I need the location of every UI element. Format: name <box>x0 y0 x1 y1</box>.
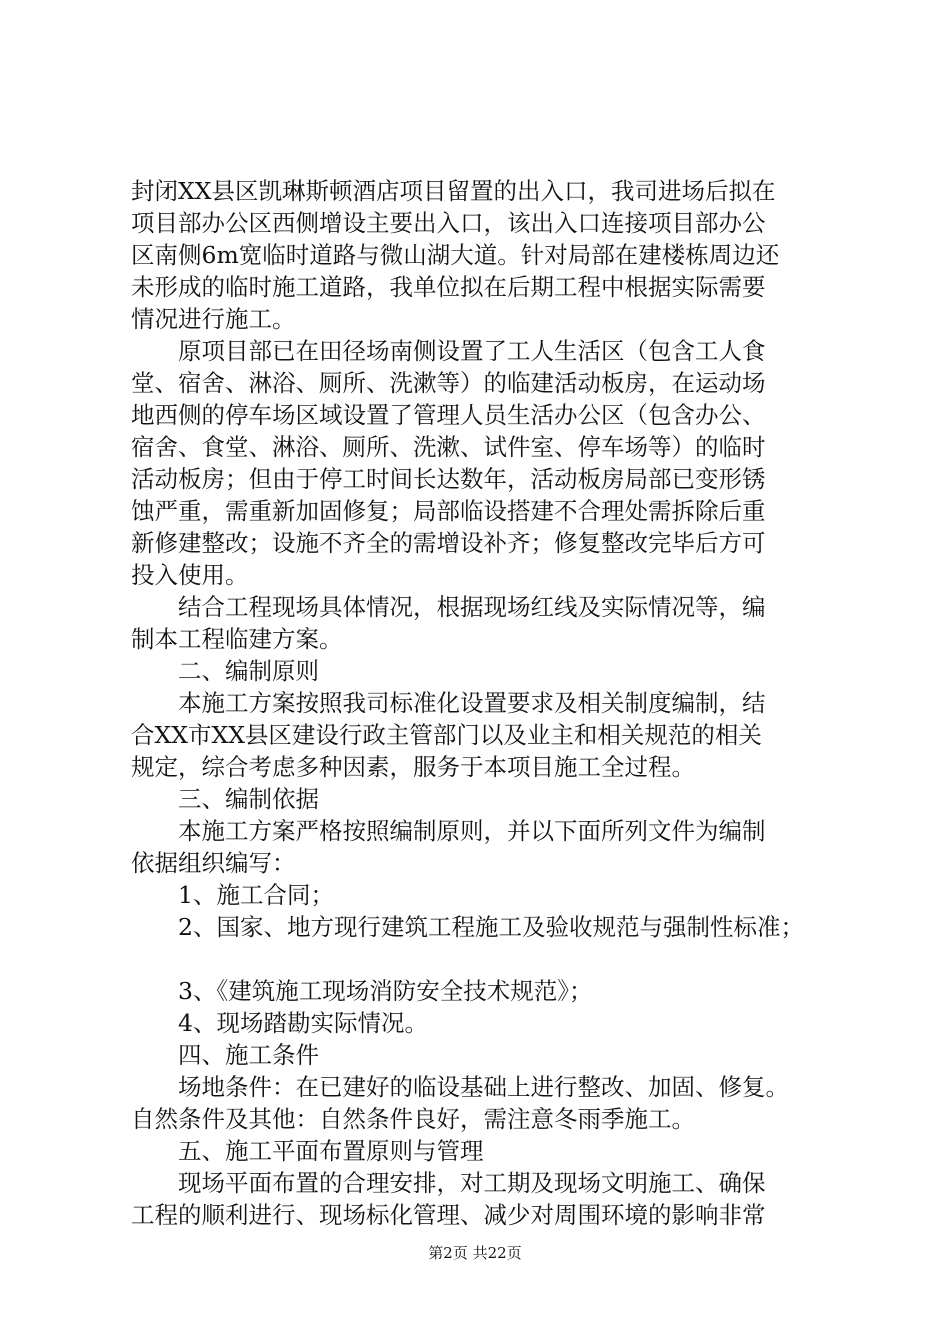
body-line: 封闭XX县区凯琳斯顿酒店项目留置的出入口，我司进场后拟在 <box>131 177 776 205</box>
body-line: 项目部办公区西侧增设主要出入口，该出入口连接项目部办公 <box>131 209 766 237</box>
body-line: 区南侧6m宽临时道路与微山湖大道。针对局部在建楼栋周边还 <box>131 241 780 269</box>
body-line: 情况进行施工。 <box>131 305 296 333</box>
body-line: 活动板房；但由于停工时间长达数年，活动板房局部已变形锈 <box>131 465 766 493</box>
list-item: 4、现场踏勘实际情况。 <box>131 1009 428 1037</box>
section-heading: 五、施工平面布置原则与管理 <box>131 1137 484 1165</box>
section-heading: 四、施工条件 <box>131 1041 319 1069</box>
body-line: 原项目部已在田径场南侧设置了工人生活区（包含工人食 <box>131 337 766 365</box>
body-line: 新修建整改；设施不齐全的需增设补齐；修复整改完毕后方可 <box>131 529 766 557</box>
body-line: 地西侧的停车场区域设置了管理人员生活办公区（包含办公、 <box>131 401 766 429</box>
body-line: 本施工方案严格按照编制原则，并以下面所列文件为编制 <box>131 817 766 845</box>
body-line: 合XX市XX县区建设行政主管部门以及业主和相关规范的相关 <box>131 721 762 749</box>
body-line: 堂、宿舍、淋浴、厕所、洗漱等）的临建活动板房，在运动场 <box>131 369 766 397</box>
body-line: 依据组织编写： <box>131 849 296 877</box>
body-line: 工程的顺利进行、现场标化管理、减少对周围环境的影响非常 <box>131 1201 766 1229</box>
body-line: 未形成的临时施工道路，我单位拟在后期工程中根据实际需要 <box>131 273 766 301</box>
list-item: 3、《建筑施工现场消防安全技术规范》； <box>131 977 593 1005</box>
body-line: 自然条件及其他：自然条件良好，需注意冬雨季施工。 <box>131 1105 695 1133</box>
page-number-footer: 第2页 共22页 <box>428 1244 522 1262</box>
body-line: 场地条件：在已建好的临设基础上进行整改、加固、修复。 <box>131 1073 789 1101</box>
list-item: 2、国家、地方现行建筑工程施工及验收规范与强制性标准； <box>131 913 804 941</box>
body-line: 结合工程现场具体情况，根据现场红线及实际情况等，编 <box>131 593 766 621</box>
section-heading: 二、编制原则 <box>131 657 319 685</box>
body-line: 现场平面布置的合理安排，对工期及现场文明施工、确保 <box>131 1169 766 1197</box>
body-line: 宿舍、食堂、淋浴、厕所、洗漱、试件室、停车场等）的临时 <box>131 433 766 461</box>
section-heading: 三、编制依据 <box>131 785 319 813</box>
list-item: 1、施工合同； <box>131 881 334 909</box>
body-line: 规定，综合考虑多种因素，服务于本项目施工全过程。 <box>131 753 695 781</box>
body-line: 投入使用。 <box>131 561 249 589</box>
body-line: 蚀严重，需重新加固修复；局部临设搭建不合理处需拆除后重 <box>131 497 766 525</box>
body-line: 制本工程临建方案。 <box>131 625 343 653</box>
body-line: 本施工方案按照我司标准化设置要求及相关制度编制，结 <box>131 689 766 717</box>
